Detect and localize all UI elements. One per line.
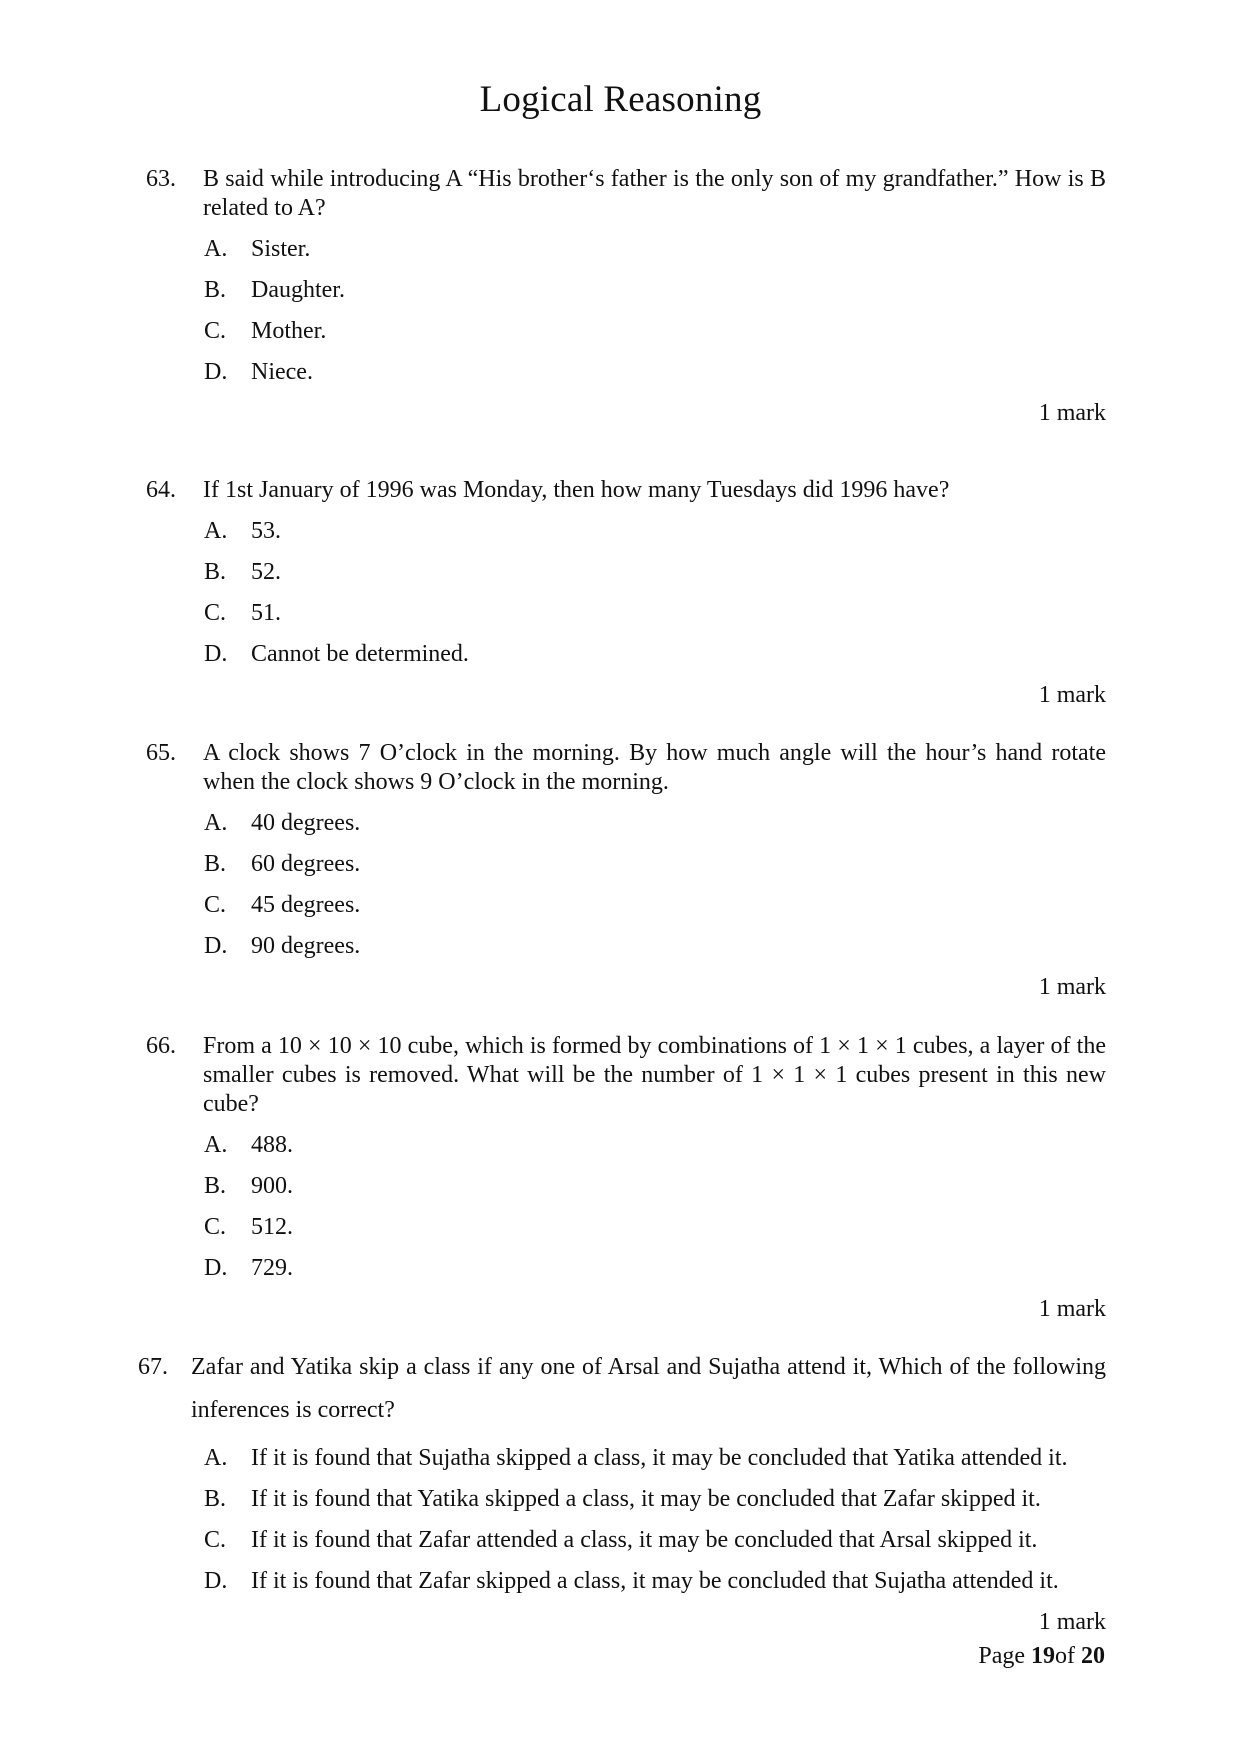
option-text: Daughter. [251,277,345,303]
question-text: Zafar and Yatika skip a class if any one of Arsal and Sujatha attend it, Which of the following inferences is correct? [191,1354,1106,1423]
option-text: Cannot be determined. [251,641,469,667]
option-d [146,358,1106,387]
option-letter: A. [204,518,228,544]
question-66 [146,1032,1106,1324]
option-text: 53. [251,518,281,544]
option-letter: A. [204,236,228,262]
option-text: 900. [251,1173,293,1199]
question-number: 64. [146,477,176,503]
option-letter: B. [204,1486,227,1512]
option-a [146,235,1106,264]
option-letter: C. [204,1527,227,1553]
option-text: 52. [251,559,281,585]
mark-label: 1 mark [1038,400,1106,426]
mark-label: 1 mark [1038,1296,1106,1322]
option-b [146,1172,1106,1201]
question-text: From a 10 × 10 × 10 cube, which is formed by combinations of 1 × 1 × 1 cubes, a layer of the smaller cubes is removed. What will be the number of 1 × 1 × 1 cubes present in this new cube? [203,1033,1106,1117]
option-letter: D. [204,359,228,385]
option-d [146,1567,1106,1596]
option-a [146,1131,1106,1160]
question-63 [146,165,1106,428]
option-c [146,599,1106,628]
question-number: 66. [146,1033,176,1059]
option-text: If it is found that Zafar skipped a class, it may be concluded that Sujatha attended it. [251,1568,1059,1594]
page-title: Logical Reasoning [479,79,762,120]
page-number [978,1642,1105,1671]
option-text: If it is found that Sujatha skipped a class, it may be concluded that Yatika attended it. [251,1445,1068,1471]
question-number: 65. [146,740,176,766]
option-text: 488. [251,1132,293,1158]
option-letter: D. [204,1568,228,1594]
question-65 [146,739,1106,1002]
total-pages: 20 [1081,1643,1105,1669]
options-list [146,235,1106,387]
option-text: 40 degrees. [251,810,361,836]
option-letter: B. [204,851,227,877]
option-letter: A. [204,1132,228,1158]
option-letter: B. [204,559,227,585]
option-text: 90 degrees. [251,933,361,959]
option-text: Niece. [251,359,313,385]
option-d [146,932,1106,961]
option-text: 60 degrees. [251,851,361,877]
of-label: of [1055,1643,1075,1669]
option-letter: D. [204,1255,228,1281]
question-text: B said while introducing A “His brother‘s father is the only son of my grandfather.” How is B related to A? [203,166,1106,221]
option-a [146,517,1106,546]
option-b [146,276,1106,305]
option-b [146,558,1106,587]
option-c [146,891,1106,920]
question-number: 67. [138,1354,168,1380]
option-d [146,1254,1106,1283]
page-label: Page [978,1643,1025,1669]
mark-label: 1 mark [1038,974,1106,1000]
option-text: 512. [251,1214,293,1240]
option-letter: C. [204,1214,227,1240]
question-number: 63. [146,166,176,192]
option-letter: A. [204,1445,228,1471]
question-text: If 1st January of 1996 was Monday, then how many Tuesdays did 1996 have? [203,477,950,503]
option-letter: A. [204,810,228,836]
mark-label: 1 mark [1038,682,1106,708]
options-list [146,1131,1106,1283]
option-text: If it is found that Zafar attended a class, it may be concluded that Arsal skipped it. [251,1527,1038,1553]
option-a [146,1444,1106,1473]
option-text: Sister. [251,236,311,262]
option-c [146,317,1106,346]
option-c [146,1526,1106,1555]
option-text: 45 degrees. [251,892,361,918]
option-letter: D. [204,933,228,959]
options-list [146,1444,1106,1596]
option-b [146,1485,1106,1514]
option-letter: C. [204,600,227,626]
option-c [146,1213,1106,1242]
mark-label: 1 mark [1038,1609,1106,1635]
option-text: 729. [251,1255,293,1281]
option-letter: D. [204,641,228,667]
question-67 [138,1346,1106,1637]
option-d [146,640,1106,669]
option-letter: C. [204,318,227,344]
option-text: If it is found that Yatika skipped a class, it may be concluded that Zafar skipped it. [251,1486,1041,1512]
option-letter: C. [204,892,227,918]
option-a [146,809,1106,838]
option-letter: B. [204,1173,227,1199]
option-b [146,850,1106,879]
option-text: Mother. [251,318,327,344]
question-text: A clock shows 7 O’clock in the morning. By how much angle will the hour’s hand rotate when the clock shows 9 O’clock in the morning. [203,740,1106,795]
option-text: 51. [251,600,281,626]
options-list [146,517,1106,669]
question-64 [146,476,1106,710]
options-list [146,809,1106,961]
current-page: 19 [1031,1643,1055,1669]
option-letter: B. [204,277,227,303]
